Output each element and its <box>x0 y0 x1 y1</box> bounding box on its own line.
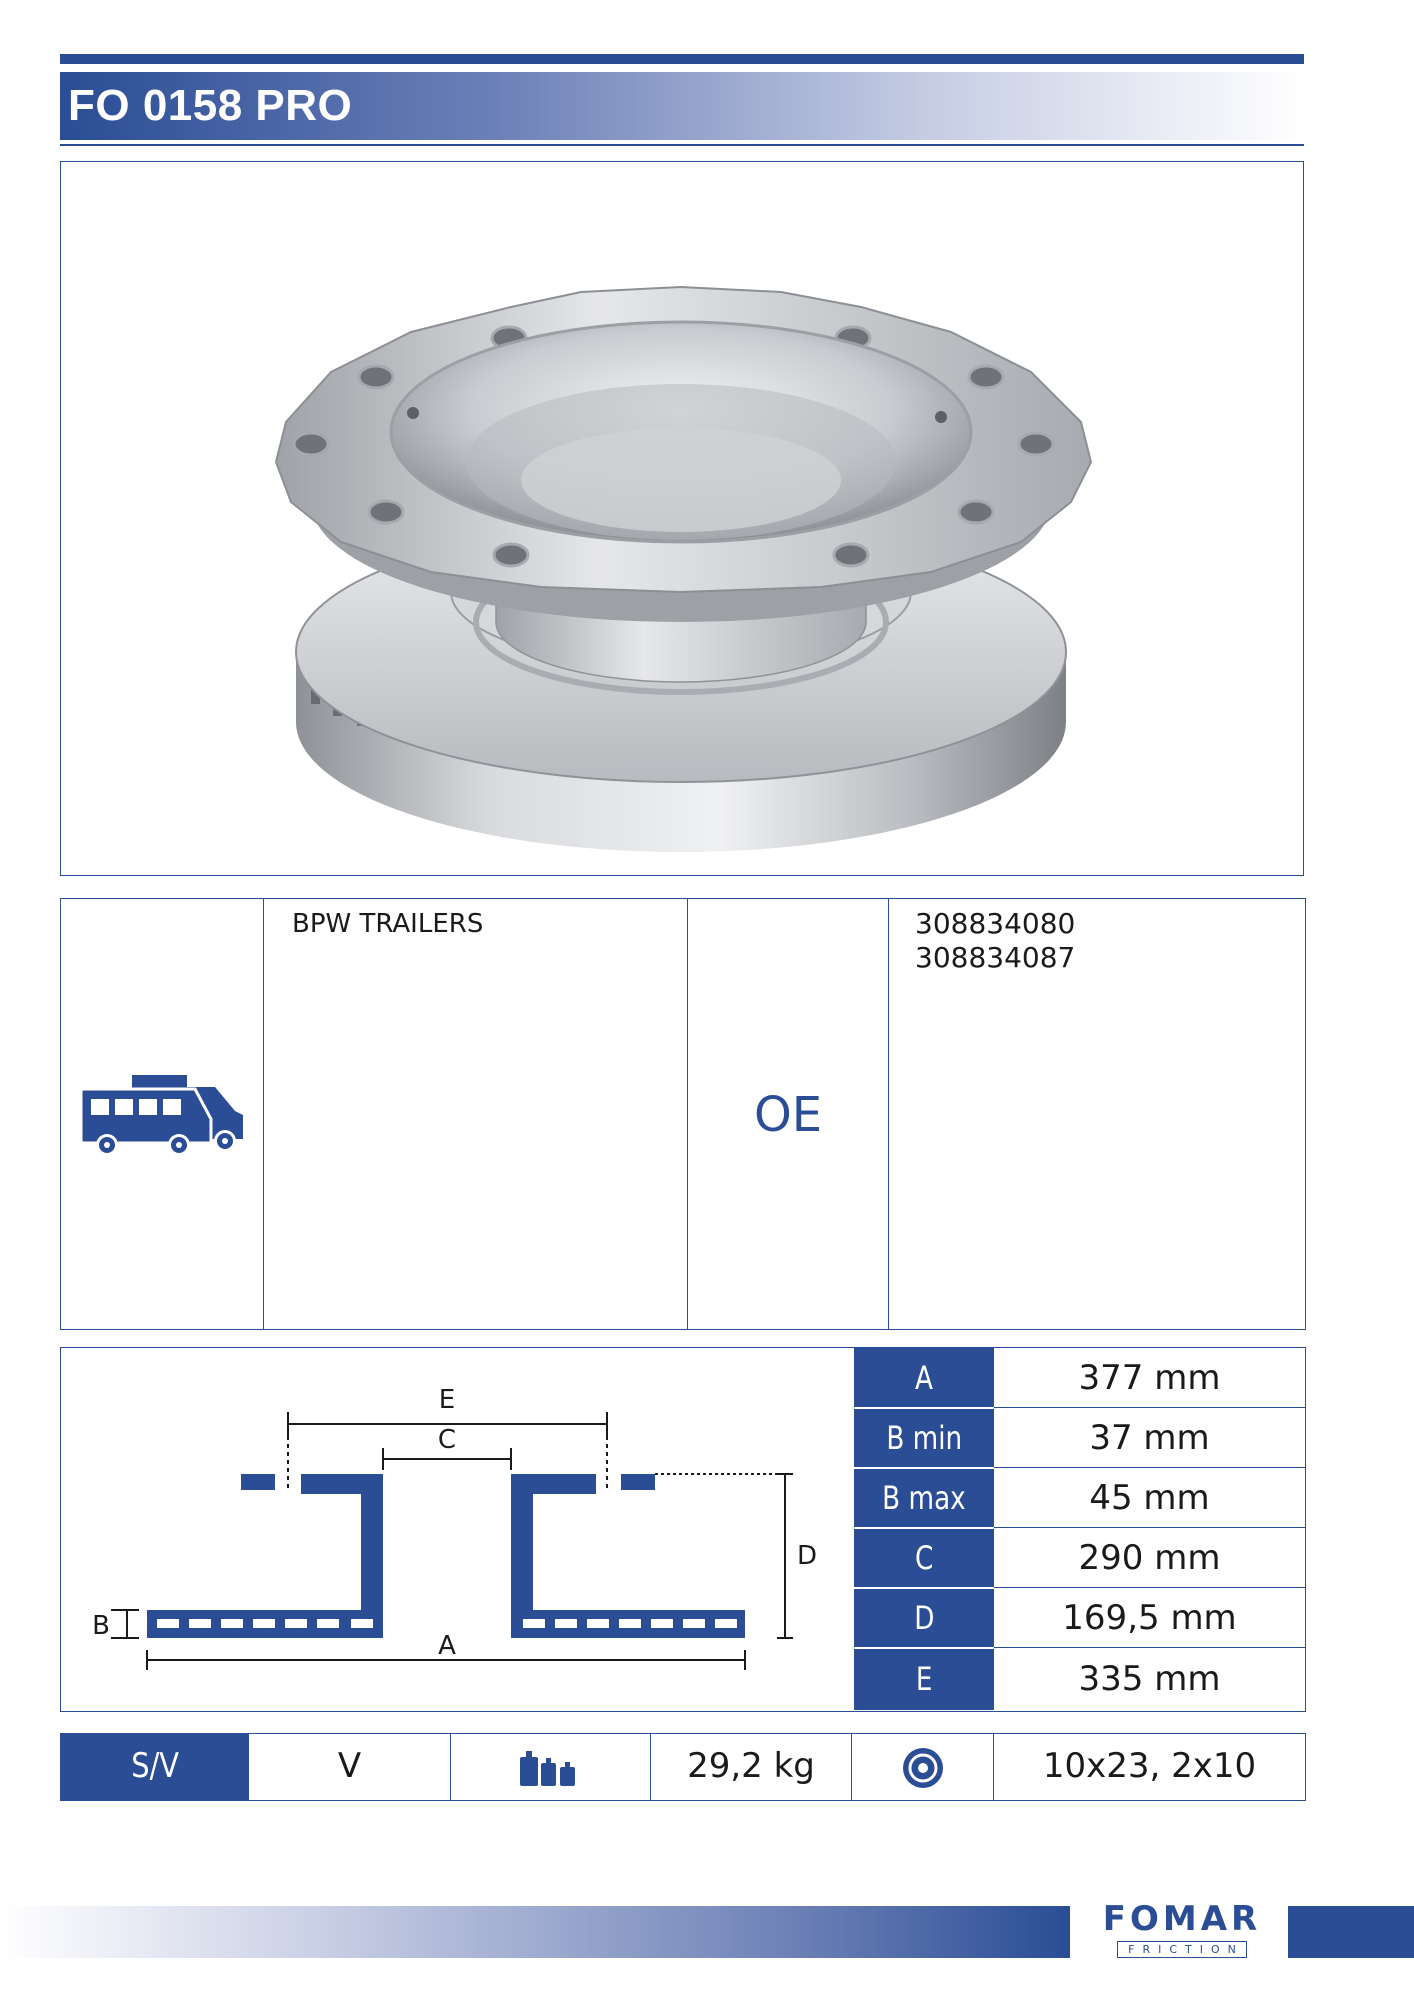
footer-band <box>0 1906 1070 1958</box>
row-divider <box>854 1647 994 1649</box>
dimension-row <box>854 1468 1305 1528</box>
brand-name: FOMAR <box>1102 1899 1262 1939</box>
vehicle-type-cell <box>61 899 264 1329</box>
dimension-row <box>854 1348 1305 1408</box>
title-band <box>60 72 1304 140</box>
brand-logo <box>1082 1900 1282 1958</box>
title-rule <box>60 144 1304 146</box>
vehicle-make-cell <box>264 899 688 1329</box>
dimension-row <box>854 1648 1305 1710</box>
oe-numbers-cell <box>889 899 1305 1329</box>
dimension-value: 169,5 mm <box>994 1588 1305 1648</box>
dimension-row <box>854 1588 1305 1648</box>
row-divider <box>854 1407 994 1409</box>
oe-number: 308834080 <box>915 907 1076 940</box>
brake-disc-image <box>61 162 1305 877</box>
application-table <box>60 898 1306 1330</box>
brand-subtitle: FRICTION <box>1117 1941 1247 1958</box>
sv-label-cell: S/V <box>61 1734 249 1800</box>
dimension-value: 45 mm <box>994 1468 1305 1528</box>
dimension-key: D <box>854 1588 994 1648</box>
disc-cross-section-diagram <box>61 1348 854 1710</box>
oe-label-cell <box>688 899 889 1329</box>
dimension-value: 377 mm <box>994 1348 1305 1408</box>
dimensions-table <box>854 1348 1305 1711</box>
dimension-value: 37 mm <box>994 1408 1305 1468</box>
product-image-frame <box>60 161 1304 876</box>
dimension-row <box>854 1528 1305 1588</box>
row-divider <box>854 1587 994 1589</box>
row-divider <box>854 1467 994 1469</box>
dimension-row <box>854 1408 1305 1468</box>
dimension-key: B min <box>854 1408 994 1468</box>
diagram-label-e: E <box>438 1385 456 1415</box>
product-code-title: FO 0158 PRO <box>68 81 353 130</box>
weights-icon <box>518 1748 584 1788</box>
holes-value: 10x23, 2x10 <box>1042 1746 1257 1786</box>
weight-value: 29,2 kg <box>651 1734 852 1800</box>
dimension-key: E <box>854 1648 994 1710</box>
diagram-label-d: D <box>797 1541 818 1571</box>
specs-row <box>60 1733 1306 1801</box>
diagram-label-b: B <box>92 1611 110 1641</box>
dimension-key: B max <box>854 1468 994 1528</box>
oe-number-list <box>915 907 1075 975</box>
footer-band-right <box>1288 1906 1414 1958</box>
vehicle-make: BPW TRAILERS <box>292 909 484 939</box>
oe-label: OE <box>753 1087 823 1143</box>
dimension-key: A <box>854 1348 994 1408</box>
diagram-label-a: A <box>438 1631 456 1661</box>
truck-bus-icon <box>77 1067 247 1161</box>
top-accent-bar <box>60 54 1304 64</box>
row-divider <box>854 1527 994 1529</box>
diagram-label-c: C <box>437 1425 457 1455</box>
holes-icon-cell <box>852 1734 994 1800</box>
dimensions-section <box>60 1347 1306 1712</box>
disc-holes-icon <box>901 1746 945 1790</box>
oe-number: 308834087 <box>915 941 1076 974</box>
dimension-key: C <box>854 1528 994 1588</box>
dimension-value: 335 mm <box>1078 1659 1221 1699</box>
weight-icon-cell <box>451 1734 651 1800</box>
dimension-value: 290 mm <box>994 1528 1305 1588</box>
sv-value: V <box>249 1734 451 1800</box>
